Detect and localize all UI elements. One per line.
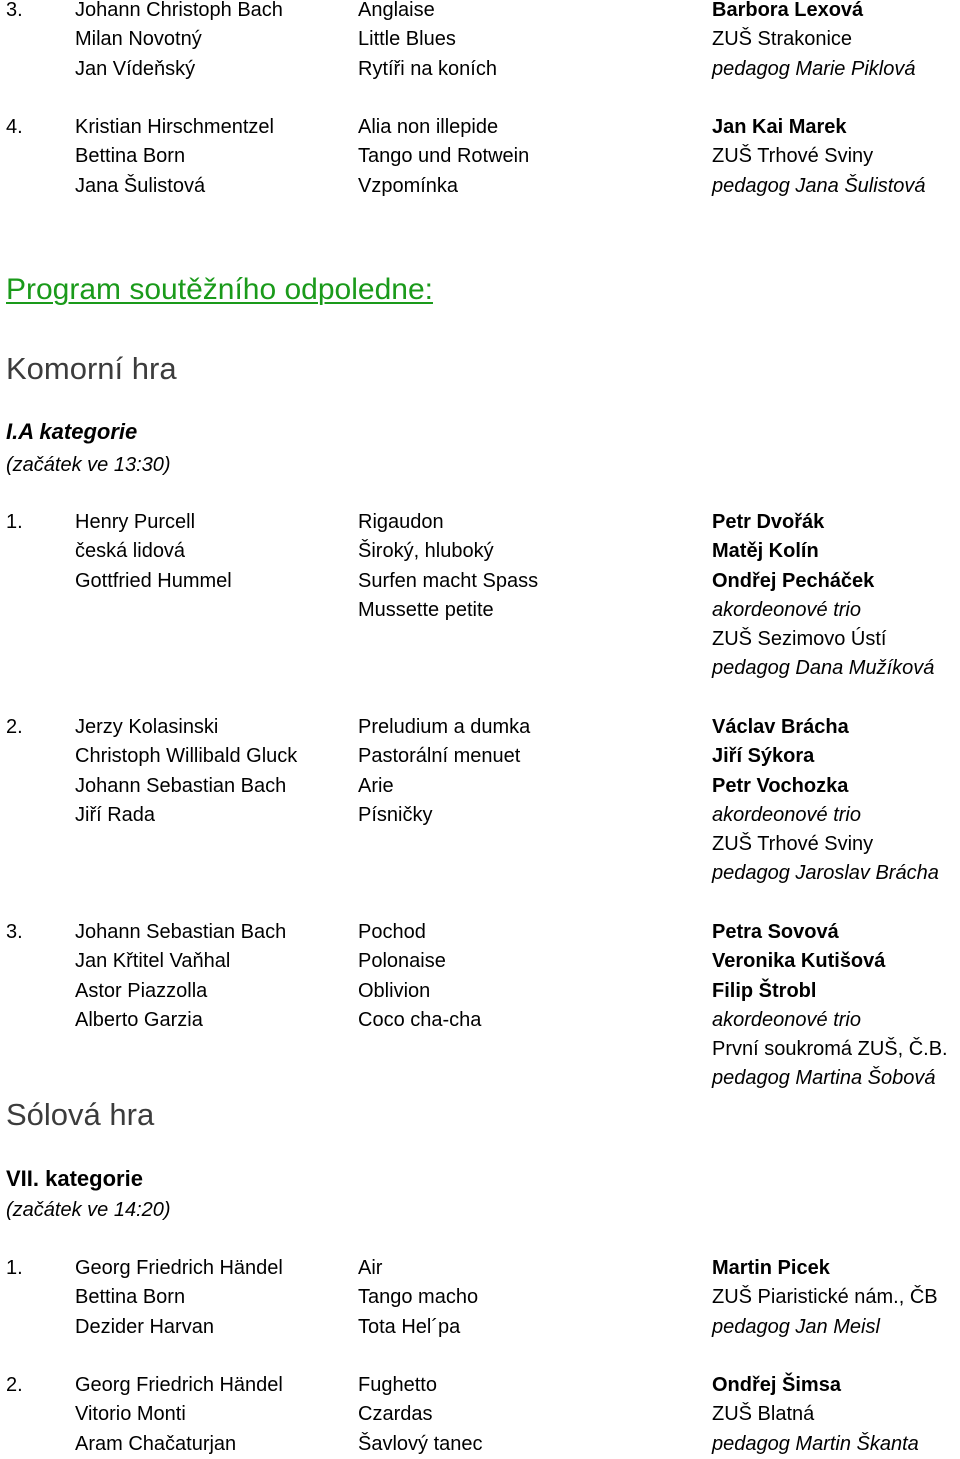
category-title: I.A kategorie	[6, 419, 138, 444]
performer-name: Petr Vochozka	[712, 774, 849, 797]
composer: Milan Novotný	[75, 28, 202, 51]
composer: Dezider Harvan	[75, 1315, 214, 1338]
ensemble-type: akordeonové trio	[712, 598, 861, 621]
piece: Tango macho	[358, 1286, 479, 1309]
entry-number: 2.	[6, 716, 23, 738]
ensemble-type: akordeonové trio	[712, 1008, 861, 1031]
composer-list	[75, 713, 355, 830]
composer: Jan Křtitel Vaňhal	[75, 950, 231, 973]
composer: Jana Šulistová	[75, 174, 206, 197]
category-title: VII. kategorie	[6, 1166, 143, 1191]
performer-name: Ondřej Pecháček	[712, 569, 875, 592]
composer: Johann Christoph Bach	[75, 0, 283, 21]
entry-number: 1.	[6, 1257, 23, 1279]
composer-list	[75, 1254, 355, 1342]
entry-number: 1.	[6, 511, 23, 533]
school-name: ZUŠ Piaristické nám., ČB	[712, 1286, 938, 1309]
teacher-name: pedagog Martina Šobová	[712, 1067, 936, 1090]
composer-list	[75, 918, 355, 1035]
piece-list	[358, 1371, 708, 1459]
piece: Alia non illepide	[358, 116, 499, 138]
composer-list	[75, 113, 355, 201]
teacher-name: pedagog Dana Mužíková	[712, 657, 935, 680]
piece-list	[358, 0, 708, 84]
performer-name: Matěj Kolín	[712, 540, 819, 563]
performer-block	[712, 1254, 960, 1342]
composer: Jiří Rada	[75, 803, 156, 826]
composer-list	[75, 0, 355, 84]
performer-block	[712, 113, 960, 201]
entry-number: 3.	[6, 921, 23, 943]
composer: česká lidová	[75, 540, 186, 563]
performer-name: Jan Kai Marek	[712, 116, 847, 138]
ensemble-type: akordeonové trio	[712, 803, 861, 826]
composer: Kristian Hirschmentzel	[75, 116, 274, 138]
composer: Aram Chačaturjan	[75, 1432, 237, 1455]
performer-name: Petr Dvořák	[712, 511, 825, 533]
piece-list	[358, 1254, 708, 1342]
composer: Georg Friedrich Händel	[75, 1257, 283, 1279]
section-title-solo: Sólová hra	[6, 1097, 155, 1132]
teacher-name: pedagog Marie Piklová	[712, 57, 916, 80]
program-title: Program soutěžního odpoledne:	[6, 273, 433, 306]
entry-number: 3.	[6, 0, 23, 21]
composer: Jan Vídeňský	[75, 57, 196, 80]
composer: Johann Sebastian Bach	[75, 921, 287, 943]
performer-name: Petra Sovová	[712, 921, 839, 943]
piece-list	[358, 113, 708, 201]
school-name: ZUŠ Trhové Sviny	[712, 833, 874, 856]
performer-name: Martin Picek	[712, 1257, 830, 1279]
composer: Alberto Garzia	[75, 1008, 203, 1031]
composer: Bettina Born	[75, 145, 186, 168]
piece: Mussette petite	[358, 598, 494, 621]
composer-list	[75, 508, 355, 596]
school-name: ZUŠ Sezimovo Ústí	[712, 628, 887, 651]
performer-name: Veronika Kutišová	[712, 950, 886, 973]
piece: Fughetto	[358, 1374, 437, 1396]
piece: Coco cha-cha	[358, 1008, 482, 1031]
piece: Tango und Rotwein	[358, 145, 530, 168]
performer-block	[712, 508, 960, 684]
piece: Široký, hluboký	[358, 540, 494, 563]
piece: Rigaudon	[358, 511, 444, 533]
category-start-time: (začátek ve 13:30)	[6, 454, 171, 476]
section-title-chamber: Komorní hra	[6, 351, 177, 386]
school-name: ZUŠ Blatná	[712, 1403, 815, 1426]
piece: Air	[358, 1257, 383, 1279]
piece-list	[358, 918, 708, 1035]
piece: Tota Hel´pa	[358, 1315, 461, 1338]
composer: Johann Sebastian Bach	[75, 774, 287, 797]
entry-number: 4.	[6, 116, 23, 138]
piece-list	[358, 713, 708, 830]
composer: Henry Purcell	[75, 511, 196, 533]
performer-block	[712, 713, 960, 889]
piece: Czardas	[358, 1403, 433, 1426]
piece: Pastorální menuet	[358, 745, 521, 768]
teacher-name: pedagog Martin Škanta	[712, 1432, 919, 1455]
piece: Rytíři na koních	[358, 57, 497, 80]
piece: Polonaise	[358, 950, 446, 973]
composer: Astor Piazzolla	[75, 979, 208, 1002]
entry-number: 2.	[6, 1374, 23, 1396]
piece-list	[358, 508, 708, 625]
performer-name: Jiří Sýkora	[712, 745, 815, 768]
teacher-name: pedagog Jana Šulistová	[712, 174, 926, 197]
composer: Bettina Born	[75, 1286, 186, 1309]
piece: Preludium a dumka	[358, 716, 531, 738]
piece: Arie	[358, 774, 394, 797]
performer-name: Ondřej Šimsa	[712, 1374, 841, 1396]
school-name: ZUŠ Trhové Sviny	[712, 145, 874, 168]
composer: Gottfried Hummel	[75, 569, 232, 592]
piece: Vzpomínka	[358, 174, 459, 197]
piece: Písničky	[358, 803, 433, 826]
piece: Little Blues	[358, 28, 456, 51]
teacher-name: pedagog Jan Meisl	[712, 1315, 880, 1338]
category-start-time: (začátek ve 14:20)	[6, 1199, 171, 1221]
composer: Georg Friedrich Händel	[75, 1374, 283, 1396]
composer-list	[75, 1371, 355, 1459]
performer-name: Barbora Lexová	[712, 0, 864, 21]
performer-block	[712, 1371, 960, 1459]
composer: Jerzy Kolasinski	[75, 716, 219, 738]
school-name: ZUŠ Strakonice	[712, 28, 853, 51]
piece: Anglaise	[358, 0, 435, 21]
performer-block	[712, 918, 960, 1094]
performer-block	[712, 0, 960, 84]
piece: Surfen macht Spass	[358, 569, 539, 592]
composer: Christoph Willibald Gluck	[75, 745, 298, 768]
teacher-name: pedagog Jaroslav Brácha	[712, 862, 939, 885]
piece: Šavlový tanec	[358, 1432, 483, 1455]
piece: Oblivion	[358, 979, 431, 1002]
performer-name: Václav Brácha	[712, 716, 849, 738]
piece: Pochod	[358, 921, 426, 943]
composer: Vitorio Monti	[75, 1403, 186, 1426]
school-name: První soukromá ZUŠ, Č.B.	[712, 1038, 948, 1061]
performer-name: Filip Štrobl	[712, 979, 817, 1002]
